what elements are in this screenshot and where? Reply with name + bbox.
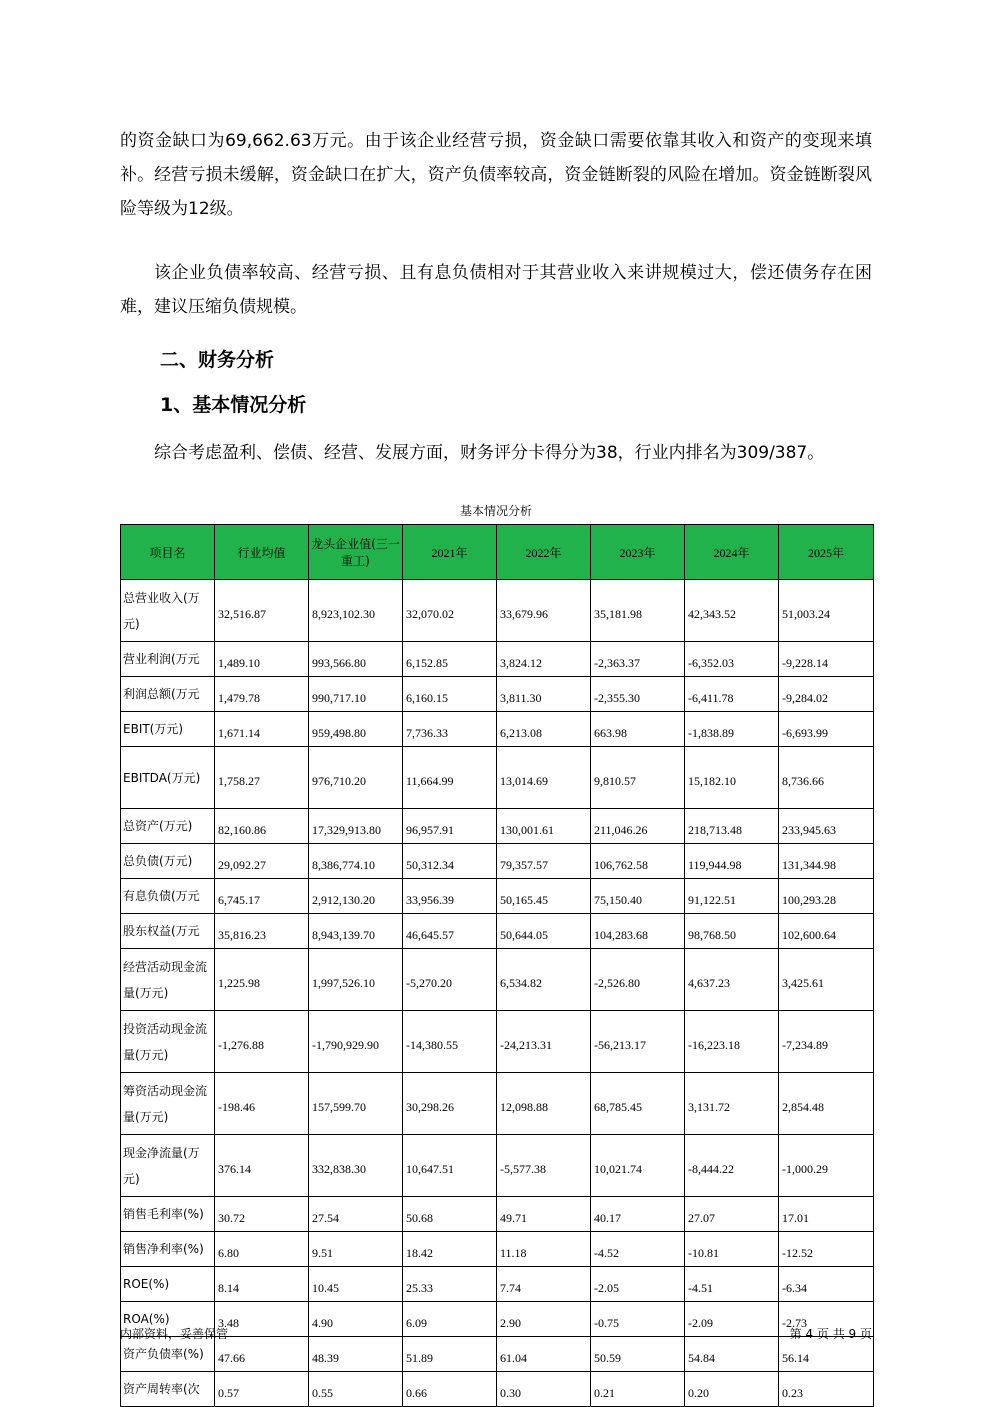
row-label: 总负债(万元) [121, 844, 215, 879]
table-cell: -2,526.80 [591, 949, 685, 1011]
table-cell: -24,213.31 [497, 1011, 591, 1073]
table-row [121, 1232, 874, 1267]
paragraph-debt-advice: 该企业负债率较高、经营亏损、且有息负债相对于其营业收入来讲规模过大，偿还债务存在困难，建议压缩负债规模。 [120, 263, 872, 317]
table-cell: -1,838.89 [685, 712, 779, 747]
table-cell: -14,380.55 [403, 1011, 497, 1073]
paragraph-funding-gap: 的资金缺口为69,662.63万元。由于该企业经营亏损，资金缺口需要依靠其收入和资产的变现来填补。经营亏损未缓解，资金缺口在扩大，资产负债率较高，资金链断裂的风险在增加。资金链断裂风险等级为12级。 [120, 131, 872, 219]
table-cell: 35,816.23 [215, 914, 309, 949]
table-cell: -9,228.14 [779, 642, 874, 677]
table-row [121, 1011, 874, 1073]
table-cell: 50,312.34 [403, 844, 497, 879]
table-cell: 46,645.57 [403, 914, 497, 949]
table-cell: 15,182.10 [685, 747, 779, 809]
table-cell: 8,736.66 [779, 747, 874, 809]
table-row [121, 1073, 874, 1135]
table-cell: 51,003.24 [779, 580, 874, 642]
table-cell: 376.14 [215, 1135, 309, 1197]
table-row [121, 914, 874, 949]
table-cell: 3,824.12 [497, 642, 591, 677]
table-cell: 7,736.33 [403, 712, 497, 747]
table-cell: 50,644.05 [497, 914, 591, 949]
row-label: 现金净流量(万元) [121, 1135, 215, 1197]
financial-table [120, 524, 874, 1407]
table-row [121, 1197, 874, 1232]
row-label: 资产负债率(%) [121, 1337, 215, 1372]
table-cell: 119,944.98 [685, 844, 779, 879]
table-cell: 0.57 [215, 1372, 309, 1407]
table-cell: 0.21 [591, 1372, 685, 1407]
row-label: 总资产(万元) [121, 809, 215, 844]
table-cell: 29,092.27 [215, 844, 309, 879]
table-cell: 6,745.17 [215, 879, 309, 914]
table-header-cell: 龙头企业值(三一重工) [309, 525, 403, 580]
table-cell: 18.42 [403, 1232, 497, 1267]
table-cell: 49.71 [497, 1197, 591, 1232]
table-cell: 25.33 [403, 1267, 497, 1302]
table-cell: 976,710.20 [309, 747, 403, 809]
table-cell: 79,357.57 [497, 844, 591, 879]
table-cell: 27.07 [685, 1197, 779, 1232]
table-row [121, 580, 874, 642]
table-cell: 6.09 [403, 1302, 497, 1337]
table-row [121, 747, 874, 809]
table-cell: 9.51 [309, 1232, 403, 1267]
table-cell: 102,600.64 [779, 914, 874, 949]
table-cell: 56.14 [779, 1337, 874, 1372]
table-cell: 13,014.69 [497, 747, 591, 809]
table-cell: 17.01 [779, 1197, 874, 1232]
table-cell: 6,152.85 [403, 642, 497, 677]
section-heading: 二、财务分析 [160, 349, 275, 371]
table-row [121, 879, 874, 914]
table-cell: 35,181.98 [591, 580, 685, 642]
footer-confidential: 内部资料，妥善保管 [120, 1327, 229, 1341]
row-label: EBIT(万元) [121, 712, 215, 747]
table-cell: 2.90 [497, 1302, 591, 1337]
table-header-cell: 2023年 [591, 525, 685, 580]
table-cell: 0.55 [309, 1372, 403, 1407]
row-label: 筹资活动现金流量(万元) [121, 1073, 215, 1135]
table-cell: -12.52 [779, 1232, 874, 1267]
row-label: 销售净利率(%) [121, 1232, 215, 1267]
table-cell: -198.46 [215, 1073, 309, 1135]
table-cell: 82,160.86 [215, 809, 309, 844]
table-row [121, 1337, 874, 1372]
table-row [121, 712, 874, 747]
table-cell: 32,070.02 [403, 580, 497, 642]
table-cell: 157,599.70 [309, 1073, 403, 1135]
table-row [121, 1267, 874, 1302]
table-cell: 33,679.96 [497, 580, 591, 642]
row-label: 销售毛利率(%) [121, 1197, 215, 1232]
table-cell: -16,223.18 [685, 1011, 779, 1073]
row-label: ROE(%) [121, 1267, 215, 1302]
table-row [121, 677, 874, 712]
table-cell: -8,444.22 [685, 1135, 779, 1197]
table-cell: 51.89 [403, 1337, 497, 1372]
table-header-cell: 2021年 [403, 525, 497, 580]
table-cell: 131,344.98 [779, 844, 874, 879]
footer-page-number: 第 4 页 共 9 页 [789, 1327, 872, 1341]
row-label: 利润总额(万元 [121, 677, 215, 712]
table-cell: 0.23 [779, 1372, 874, 1407]
paragraph-score-summary: 综合考虑盈利、偿债、经营、发展方面，财务评分卡得分为38，行业内排名为309/387。 [154, 443, 825, 463]
table-cell: 42,343.52 [685, 580, 779, 642]
row-label: 有息负债(万元 [121, 879, 215, 914]
table-cell: 11.18 [497, 1232, 591, 1267]
table-cell: -56,213.17 [591, 1011, 685, 1073]
table-cell: -6,411.78 [685, 677, 779, 712]
row-label: 经营活动现金流量(万元) [121, 949, 215, 1011]
table-cell: 1,479.78 [215, 677, 309, 712]
table-cell: 50.59 [591, 1337, 685, 1372]
table-cell: 75,150.40 [591, 879, 685, 914]
table-cell: -6.34 [779, 1267, 874, 1302]
table-cell: 9,810.57 [591, 747, 685, 809]
table-cell: 8,923,102.30 [309, 580, 403, 642]
table-cell: -6,693.99 [779, 712, 874, 747]
table-cell: 2,854.48 [779, 1073, 874, 1135]
table-row [121, 1302, 874, 1337]
table-cell: 100,293.28 [779, 879, 874, 914]
table-body [121, 580, 874, 1407]
table-cell: 33,956.39 [403, 879, 497, 914]
row-label: ROA(%) [121, 1302, 215, 1337]
table-cell: 0.30 [497, 1372, 591, 1407]
table-cell: 6,160.15 [403, 677, 497, 712]
table-cell: 3.48 [215, 1302, 309, 1337]
table-cell: 10.45 [309, 1267, 403, 1302]
table-cell: -9,284.02 [779, 677, 874, 712]
table-cell: 993,566.80 [309, 642, 403, 677]
table-cell: 11,664.99 [403, 747, 497, 809]
table-cell: 8.14 [215, 1267, 309, 1302]
table-cell: 104,283.68 [591, 914, 685, 949]
table-cell: 2,912,130.20 [309, 879, 403, 914]
table-cell: 1,489.10 [215, 642, 309, 677]
table-cell: 50.68 [403, 1197, 497, 1232]
table-cell: -10.81 [685, 1232, 779, 1267]
table-row [121, 1135, 874, 1197]
table-cell: 54.84 [685, 1337, 779, 1372]
table-cell: -1,276.88 [215, 1011, 309, 1073]
table-cell: 3,425.61 [779, 949, 874, 1011]
table-cell: 1,225.98 [215, 949, 309, 1011]
table-cell: 0.20 [685, 1372, 779, 1407]
table-cell: 12,098.88 [497, 1073, 591, 1135]
row-label: 资产周转率(次 [121, 1372, 215, 1407]
table-cell: -1,000.29 [779, 1135, 874, 1197]
table-cell: 30.72 [215, 1197, 309, 1232]
table-cell: 17,329,913.80 [309, 809, 403, 844]
table-cell: -0.75 [591, 1302, 685, 1337]
table-cell: -4.51 [685, 1267, 779, 1302]
table-row [121, 949, 874, 1011]
table-cell: 130,001.61 [497, 809, 591, 844]
row-label: EBITDA(万元) [121, 747, 215, 809]
table-cell: -2.73 [779, 1302, 874, 1337]
table-caption: 基本情况分析 [459, 504, 532, 518]
table-row [121, 844, 874, 879]
row-label: 营业利润(万元 [121, 642, 215, 677]
subsection-heading: 1、基本情况分析 [160, 394, 307, 416]
table-header-cell: 项目名 [121, 525, 215, 580]
table-cell: -4.52 [591, 1232, 685, 1267]
table-header-cell: 2024年 [685, 525, 779, 580]
table-header-cell: 行业均值 [215, 525, 309, 580]
table-cell: 663.98 [591, 712, 685, 747]
table-cell: 91,122.51 [685, 879, 779, 914]
table-cell: 332,838.30 [309, 1135, 403, 1197]
table-cell: 68,785.45 [591, 1073, 685, 1135]
table-cell: 6,213.08 [497, 712, 591, 747]
table-cell: 211,046.26 [591, 809, 685, 844]
table-cell: 106,762.58 [591, 844, 685, 879]
table-header-cell: 2025年 [779, 525, 874, 580]
table-cell: 61.04 [497, 1337, 591, 1372]
table-cell: -6,352.03 [685, 642, 779, 677]
table-cell: 4,637.23 [685, 949, 779, 1011]
table-header-cell: 2022年 [497, 525, 591, 580]
table-cell: -2.09 [685, 1302, 779, 1337]
table-cell: 1,671.14 [215, 712, 309, 747]
table-cell: 32,516.87 [215, 580, 309, 642]
table-cell: 8,386,774.10 [309, 844, 403, 879]
table-cell: 3,811.30 [497, 677, 591, 712]
table-cell: -5,577.38 [497, 1135, 591, 1197]
table-cell: 6.80 [215, 1232, 309, 1267]
table-cell: 1,997,526.10 [309, 949, 403, 1011]
table-cell: 1,758.27 [215, 747, 309, 809]
table-cell: 959,498.80 [309, 712, 403, 747]
table-cell: -1,790,929.90 [309, 1011, 403, 1073]
table-cell: 96,957.91 [403, 809, 497, 844]
table-cell: 4.90 [309, 1302, 403, 1337]
table-cell: 218,713.48 [685, 809, 779, 844]
table-row [121, 642, 874, 677]
row-label: 总营业收入(万元) [121, 580, 215, 642]
table-cell: 30,298.26 [403, 1073, 497, 1135]
table-cell: -7,234.89 [779, 1011, 874, 1073]
table-cell: -2.05 [591, 1267, 685, 1302]
table-cell: -5,270.20 [403, 949, 497, 1011]
table-row [121, 1372, 874, 1407]
table-cell: 8,943,139.70 [309, 914, 403, 949]
row-label: 投资活动现金流量(万元) [121, 1011, 215, 1073]
table-header-row [121, 525, 874, 580]
row-label: 股东权益(万元 [121, 914, 215, 949]
table-cell: 0.66 [403, 1372, 497, 1407]
table-cell: 7.74 [497, 1267, 591, 1302]
table-cell: 3,131.72 [685, 1073, 779, 1135]
table-cell: -2,363.37 [591, 642, 685, 677]
table-cell: 10,021.74 [591, 1135, 685, 1197]
table-cell: 48.39 [309, 1337, 403, 1372]
table-cell: 990,717.10 [309, 677, 403, 712]
table-cell: 47.66 [215, 1337, 309, 1372]
table-cell: 6,534.82 [497, 949, 591, 1011]
table-cell: 10,647.51 [403, 1135, 497, 1197]
table-cell: 50,165.45 [497, 879, 591, 914]
table-cell: 98,768.50 [685, 914, 779, 949]
table-cell: 40.17 [591, 1197, 685, 1232]
table-cell: 233,945.63 [779, 809, 874, 844]
table-row [121, 809, 874, 844]
table-cell: 27.54 [309, 1197, 403, 1232]
table-cell: -2,355.30 [591, 677, 685, 712]
